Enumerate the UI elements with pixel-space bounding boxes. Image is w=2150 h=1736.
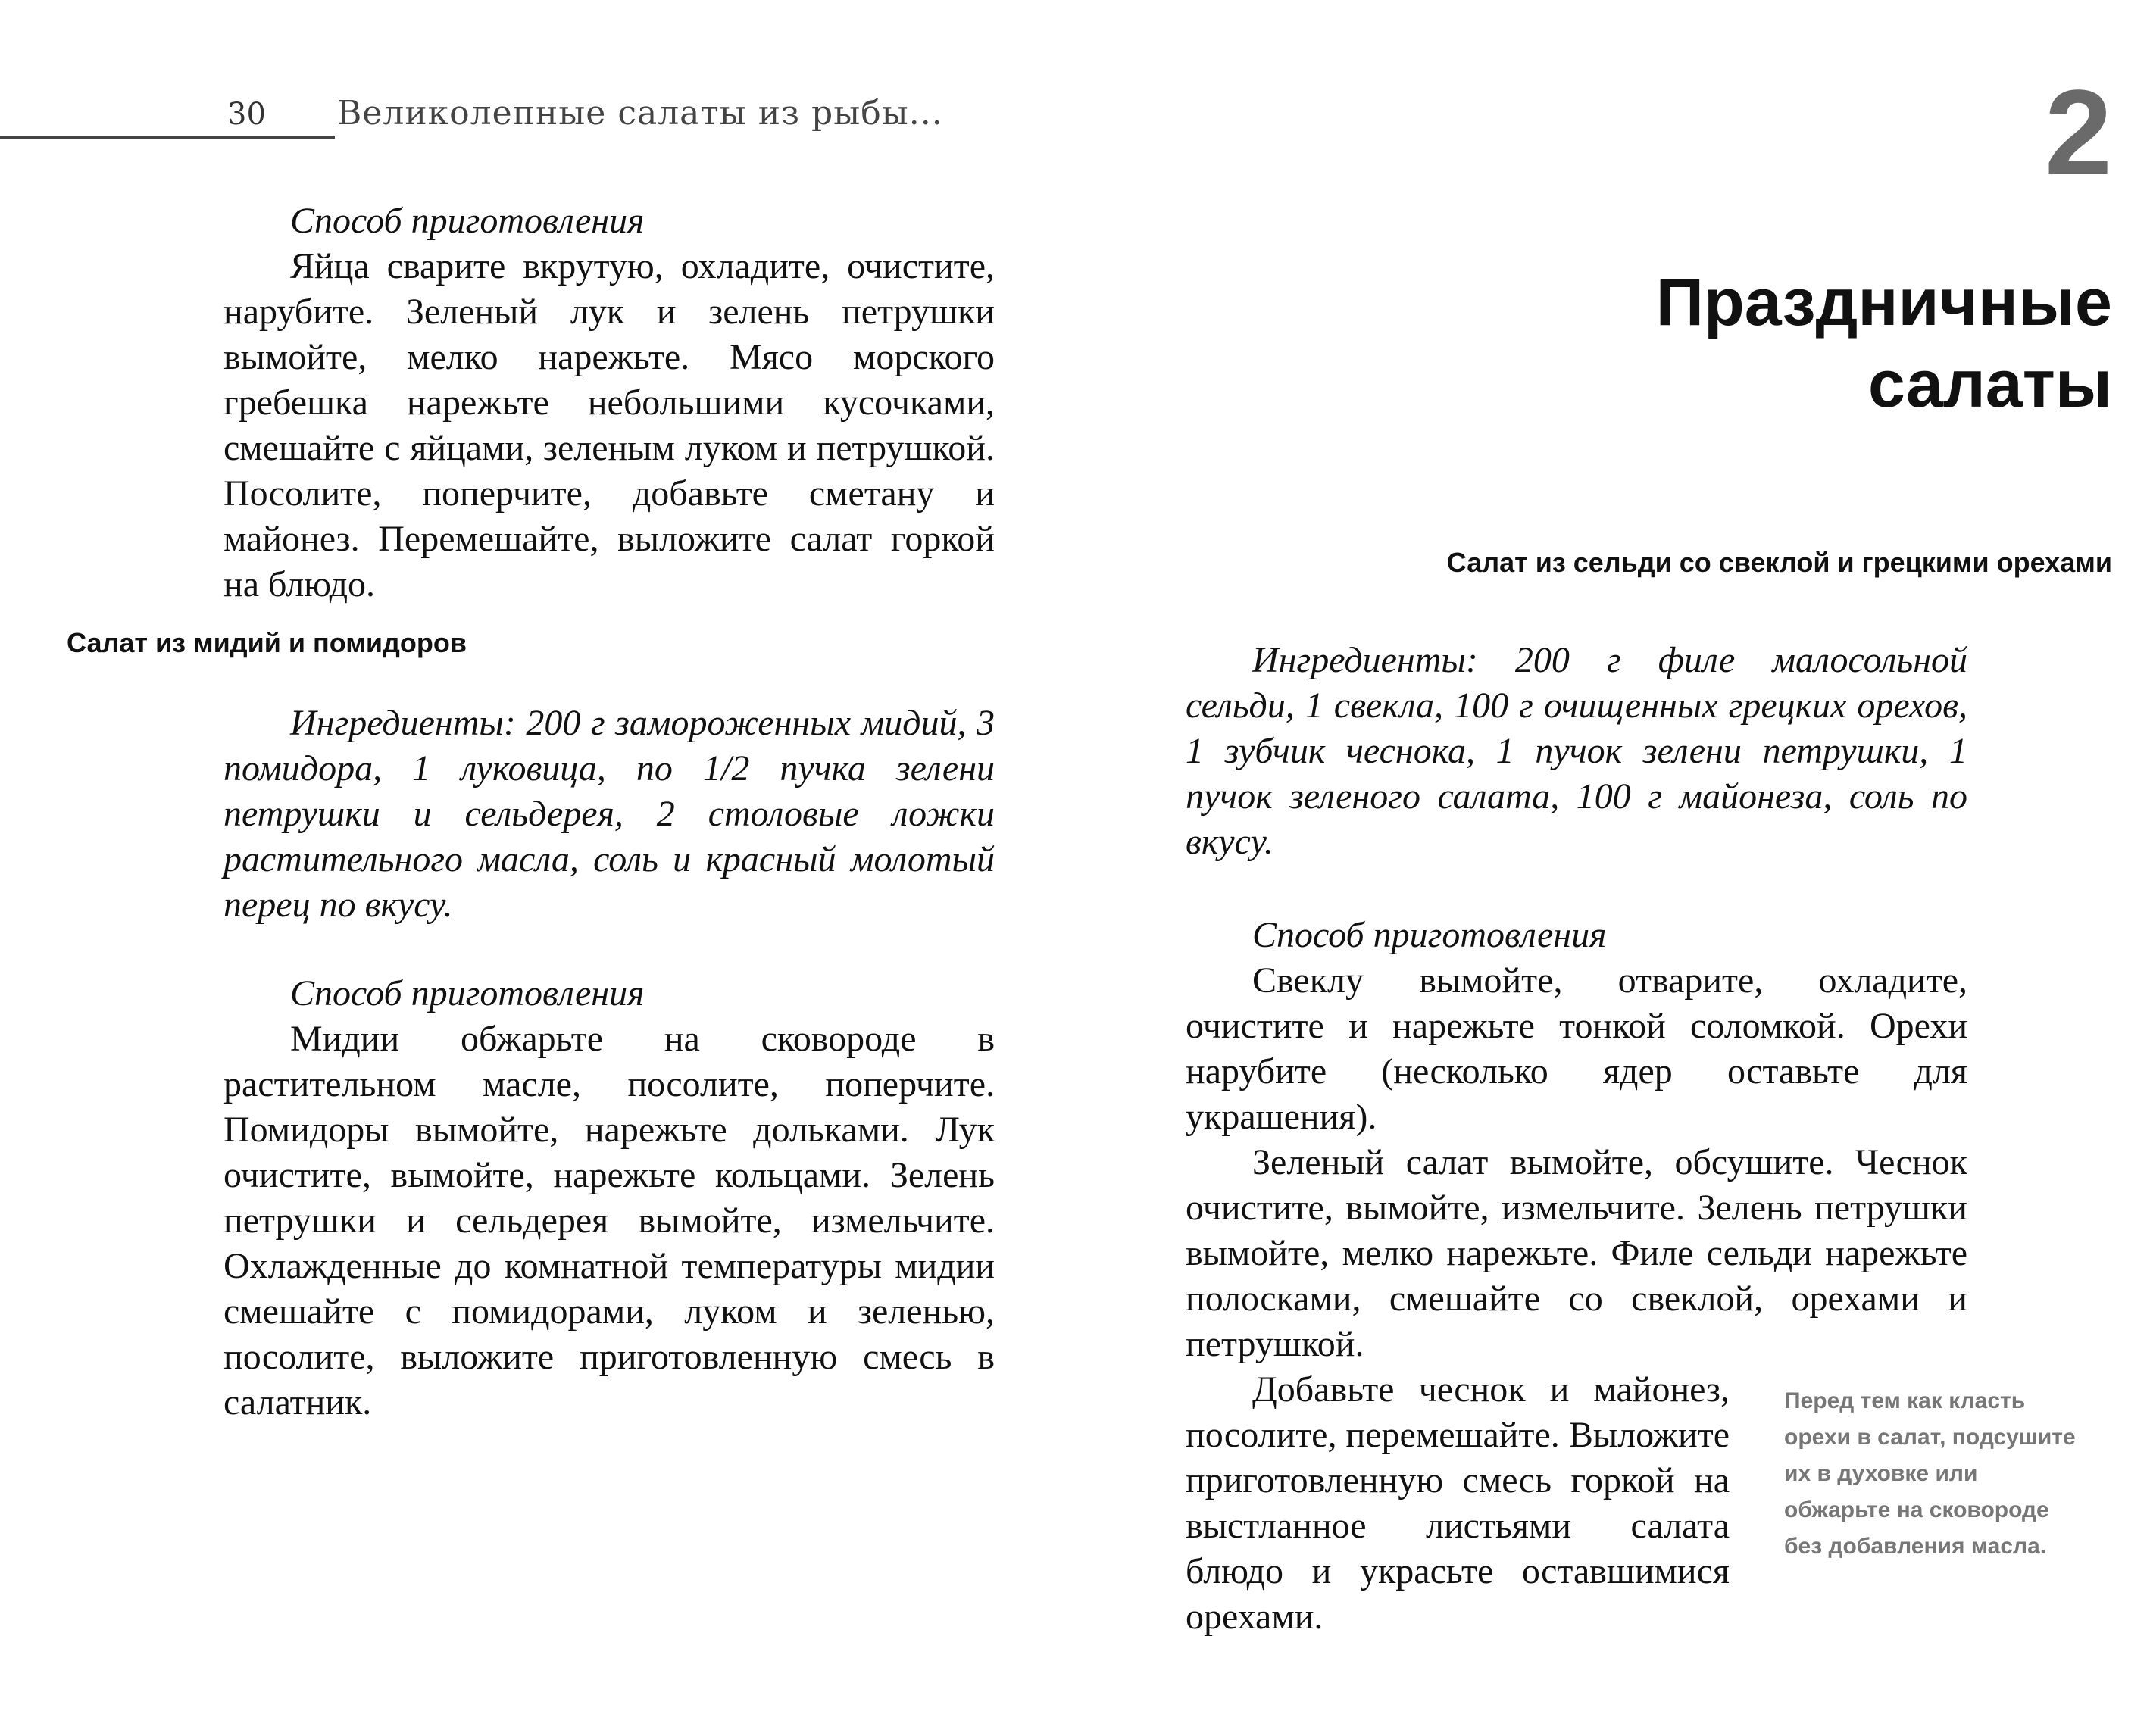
- page-number: 30: [227, 97, 266, 132]
- method-paragraph-2: Зеленый салат вымойте, обсушите. Чеснок очистите, вымойте, измельчите. Зелень петрушки вымойте, мелко нарежьте. Филе сельди нарежьте полосками, смешайте со свеклой, орехами и петрушкой.: [1186, 1142, 1967, 1364]
- chapter-title: [1656, 261, 2112, 425]
- recipe-method-block: [1186, 913, 1967, 1367]
- recipe-ingredients-block: [223, 701, 995, 928]
- chapter-number: 2: [2045, 64, 2112, 200]
- method-title: Способ приготовления: [290, 201, 645, 241]
- running-title: Великолепные салаты из рыбы...: [337, 94, 943, 133]
- method-text: Яйца сварите вкрутую, охладите, очистите, нарубите. Зеленый лук и зелень петрушки вымойте, мелко нарежьте. Мясо морского гребешка нарежьте небольшими кусочками, смешайте с яйцами, зеленым луком и петрушкой. Посолите, поперчите, добавьте сметану и майонез. Перемешайте, выложите салат горкой на блюдо.: [223, 246, 995, 604]
- sidenote-tip: Перед тем как класть орехи в салат, подсушите их в духовке или обжарьте на сковороде без добавления масла.: [1784, 1388, 2076, 1559]
- method-text: Мидии обжарьте на сковороде в растительном масле, посолите, поперчите. Помидоры вымойте, нарежьте дольками. Лук очистите, вымойте, нарежьте кольцами. Зелень петрушки и сельдерея вымойте, измельчите. Охлажденные до комнатной температуры мидии смешайте с помидорами, луком и зеленью, посолите, выложите приготовленную смесь в салатник.: [223, 1019, 995, 1422]
- recipe-ingredients-block: [1186, 638, 1967, 865]
- method-title: Способ приготовления: [1252, 915, 1607, 955]
- method-paragraph-3-block: [1186, 1367, 1730, 1640]
- ingredients-text: Ингредиенты: 200 г замороженных мидий, 3 помидора, 1 луковица, по 1/2 пучка зелени петрушки и сельдерея, 2 столовые ложки растительного масла, соль и красный молотый перец по вкусу.: [223, 703, 995, 925]
- chapter-title-line1: Праздничные: [1655, 264, 2112, 339]
- prev-recipe-method: [223, 198, 995, 607]
- recipe-method-block: [223, 971, 995, 1425]
- method-title: Способ приготовления: [290, 973, 645, 1013]
- chapter-title-line2: салаты: [1867, 346, 2112, 421]
- ingredients-text: Ингредиенты: 200 г филе малосольной сельди, 1 свекла, 100 г очищенных грецких орехов, 1 зубчик чеснока, 1 пучок зелени петрушки, 1 пучок зеленого салата, 100 г майонеза, соль по вкусу.: [1186, 640, 1967, 862]
- method-paragraph-3: Добавьте чеснок и майонез, посолите, перемешайте. Выложите приготовленную смесь горкой на выстланное листьями салата блюдо и украсьте оставшимися орехами.: [1186, 1369, 1730, 1637]
- recipe-title: Салат из мидий и помидоров: [67, 627, 467, 658]
- recipe-title: Салат из сельди со свеклой и грецкими орехами: [1446, 547, 2112, 578]
- running-header-rule: [0, 136, 335, 139]
- right-page: [1075, 0, 2150, 1736]
- method-paragraph-1: Свеклу вымойте, отварите, охладите, очистите и нарежьте тонкой соломкой. Орехи нарубите (несколько ядер оставьте для украшения).: [1186, 960, 1967, 1137]
